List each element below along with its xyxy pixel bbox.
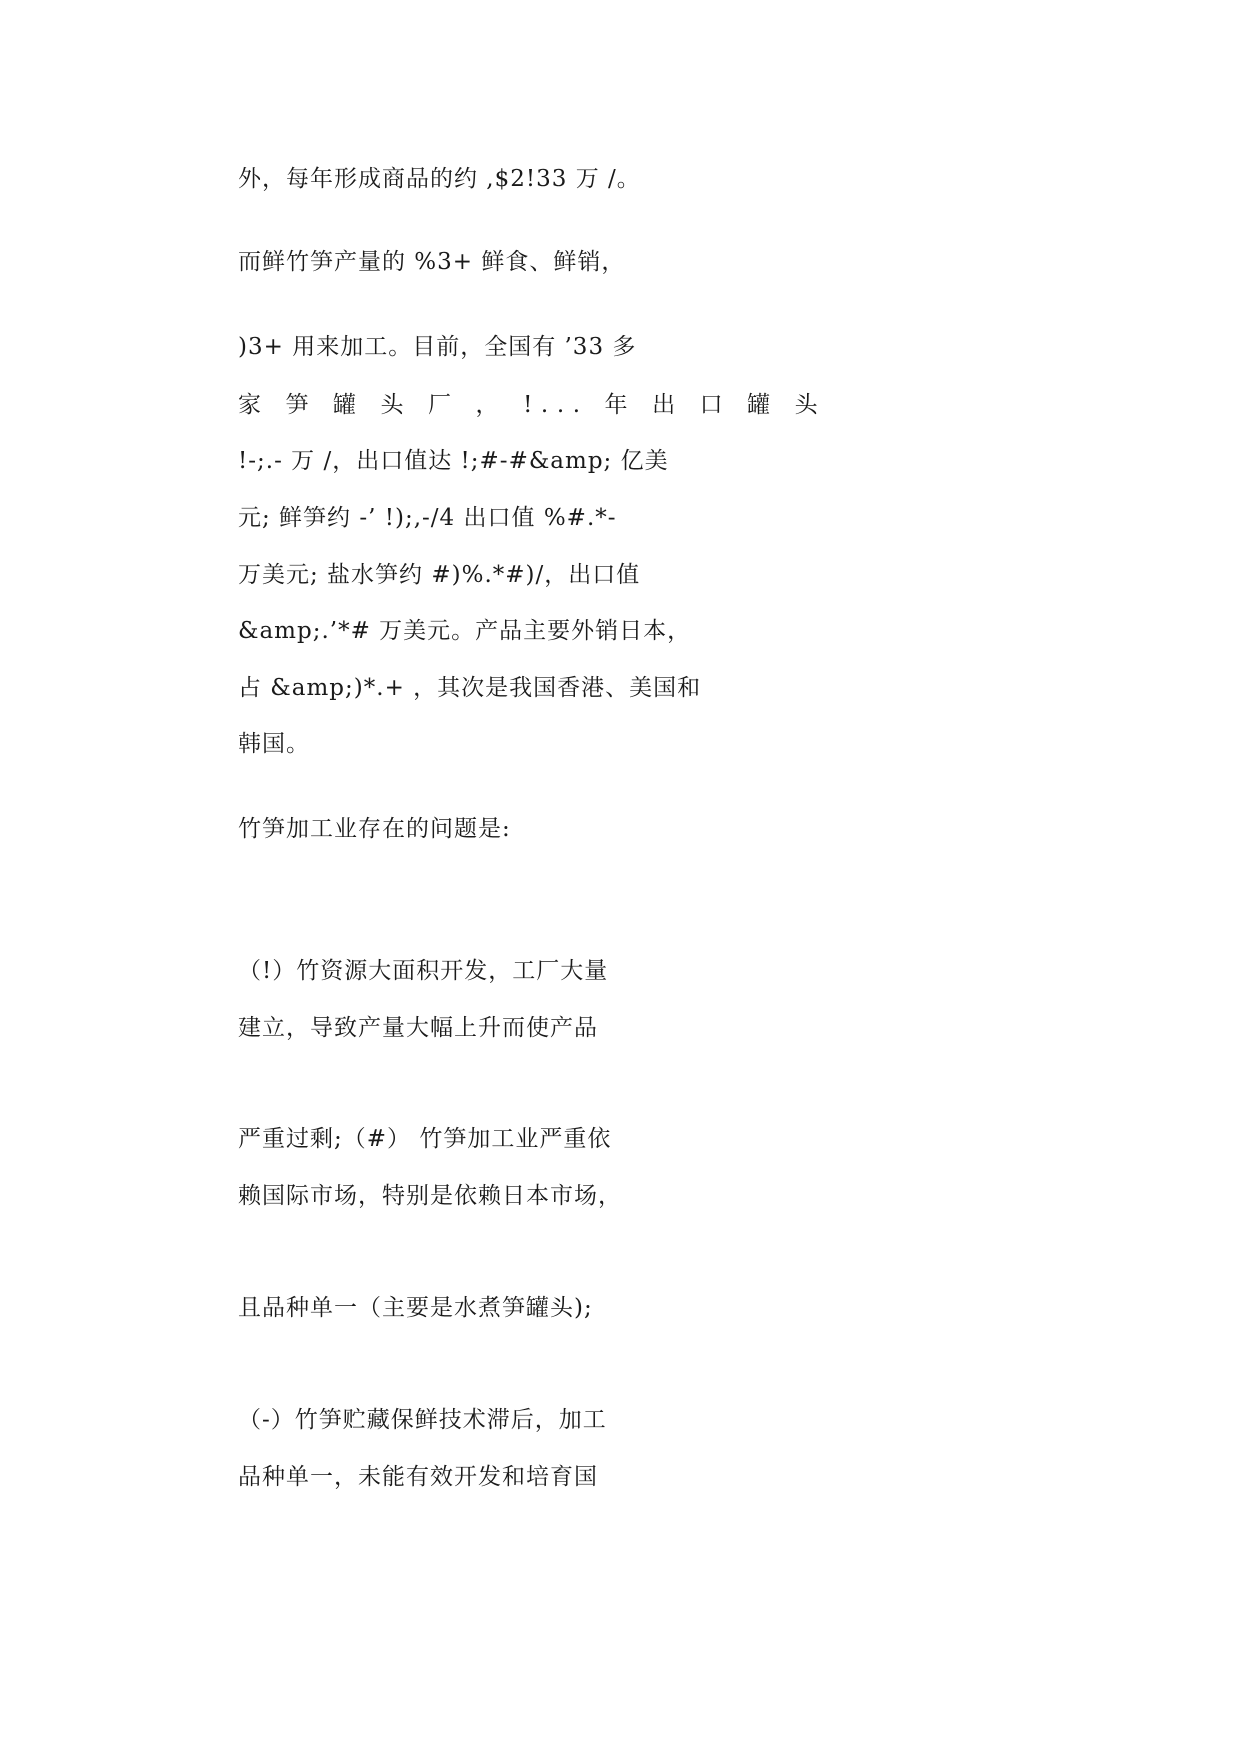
text-line: 严重过剩;（#） 竹笋加工业严重依 (238, 1126, 612, 1152)
text-line: 元; 鲜笋约 -’ !);,-/4 出口值 %#.*- (238, 505, 617, 531)
text-line: 家 笋 罐 头 厂 ， !... 年 出 口 罐 头 (238, 392, 827, 418)
text-line: !-;.- 万 /，出口值达 !;#-#&amp; 亿美 (238, 448, 669, 474)
text-line: 占 &amp;)*.+ ，其次是我国香港、美国和 (238, 675, 702, 701)
text-line: 赖国际市场，特别是依赖日本市场， (238, 1183, 622, 1209)
text-line: 而鲜竹笋产量的 %3+ 鲜食、鲜销， (238, 249, 626, 275)
text-line: )3+ 用来加工。目前，全国有 ’33 多 (238, 334, 637, 360)
text-line: 外，每年形成商品的约 ,$2!33 万 /。 (238, 166, 641, 192)
text-line: &amp;.’*# 万美元。产品主要外销日本， (238, 618, 692, 644)
text-line: 韩国。 (238, 731, 310, 757)
section-heading: 竹笋加工业存在的问题是: (238, 816, 511, 842)
text-line: （!）竹资源大面积开发，工厂大量 (238, 958, 609, 984)
text-line: 品种单一，未能有效开发和培育国 (238, 1464, 598, 1490)
text-line: 且品种单一（主要是水煮笋罐头); (238, 1295, 593, 1321)
text-line: （-）竹笋贮藏保鲜技术滞后，加工 (238, 1407, 607, 1433)
text-line: 建立，导致产量大幅上升而使产品 (238, 1015, 598, 1041)
text-line: 万美元; 盐水笋约 #)%.*#)/，出口值 (238, 562, 641, 588)
